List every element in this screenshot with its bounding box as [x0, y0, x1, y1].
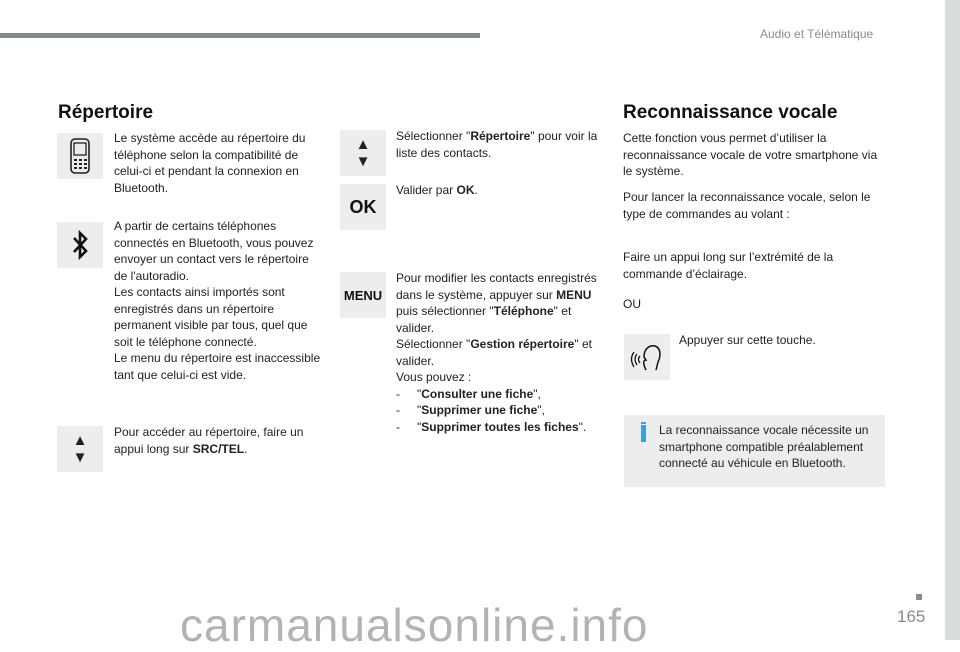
repertoire-intro: Le système accède au répertoire du téléphone selon la compatibilité de celui-ci et pendant la connexion en Bluetooth.: [114, 131, 306, 195]
src-tel-label: SRC/TEL: [192, 441, 245, 456]
access-text: [114, 424, 319, 457]
voice-command-icon: [624, 334, 670, 380]
voice-long-press: Faire un appui long sur l’extrémité de la commande d’éclairage.: [623, 250, 834, 281]
list-item: - "Supprimer toutes les fiches".: [396, 419, 587, 434]
t: .: [474, 183, 478, 197]
t: Téléphone: [493, 304, 554, 318]
options-list: [396, 386, 606, 436]
menu-icon: MENU: [340, 272, 386, 318]
t: ",: [537, 403, 545, 417]
voice-intro: Cette fonction vous permet d’utiliser la reconnaissance vocale de votre smartphone via le système.: [623, 131, 878, 178]
validate-text: [396, 182, 478, 199]
t: OK: [456, 183, 475, 197]
watermark: carmanualsonline.info: [180, 599, 649, 651]
access-text-a: Pour accéder au répertoire, faire un appui long sur: [114, 425, 304, 456]
bluetooth-text-3: Le menu du répertoire est inaccessible tant que celui-ci est vide.: [114, 351, 321, 382]
bluetooth-text-2: Les contacts ainsi importés sont enregistrés dans un répertoire permanent visible par tous, quel que soit le téléphone connecté.: [114, 285, 308, 349]
select-repertoire-text: [396, 128, 601, 161]
phone-icon: [57, 133, 103, 179]
modify-contacts-text: [396, 270, 606, 435]
t: Supprimer une fiche: [421, 403, 538, 417]
press-key-text: Appuyer sur cette touche.: [679, 333, 816, 347]
t: Pour modifier les contacts enregistrés dans le système, appuyer sur: [396, 271, 597, 302]
t: ",: [533, 386, 541, 401]
t: Gestion répertoire: [470, 337, 575, 351]
ok-icon: OK: [340, 184, 386, 230]
header-bar: [0, 33, 480, 38]
up-down-arrows-icon: ▲ ▼: [57, 426, 103, 472]
t: Vous pouvez :: [396, 370, 472, 384]
up-down-arrows-icon: ▲ ▼: [340, 130, 386, 176]
bluetooth-text: [114, 218, 324, 383]
voice-recognition-title: Reconnaissance vocale: [623, 102, 838, 123]
t: " et valider.: [396, 304, 572, 335]
t: Sélectionner ": [396, 129, 471, 143]
t: Répertoire: [470, 129, 531, 143]
or-label: OU: [623, 297, 641, 311]
t: [396, 336, 606, 369]
page-number: 165: [897, 607, 926, 626]
t: Consulter une fiche: [421, 386, 534, 401]
info-text: La reconnaissance vocale nécessite un smartphone compatible préalablement connecté au véhicule en Bluetooth.: [659, 423, 869, 470]
bluetooth-text-1: A partir de certains téléphones connectés en Bluetooth, vous pouvez envoyer un contact vers le répertoire de l'autoradio.: [114, 219, 314, 283]
access-text-c: .: [244, 441, 248, 456]
list-item: - "Consulter une fiche",: [396, 386, 541, 401]
section-title: Audio et Télématique: [760, 27, 874, 41]
info-icon: [641, 425, 646, 442]
t: [396, 270, 606, 336]
t: MENU: [556, 287, 592, 302]
voice-launch: Pour lancer la reconnaissance vocale, selon le type de commandes au volant :: [623, 190, 871, 221]
t: Valider par: [396, 183, 457, 197]
t: " pour voir la liste des contacts.: [396, 129, 598, 160]
list-item: - "Supprimer une fiche",: [396, 403, 545, 417]
t: " et valider.: [396, 337, 592, 368]
page-edge-strip: [945, 0, 960, 640]
t: Sélectionner ": [396, 337, 471, 351]
bluetooth-icon: [57, 222, 103, 268]
page-marker: [916, 594, 922, 600]
t: Supprimer toutes les fiches: [421, 419, 579, 434]
t: ".: [578, 419, 587, 434]
repertoire-title: Répertoire: [58, 102, 154, 123]
t: puis sélectionner ": [396, 304, 494, 318]
